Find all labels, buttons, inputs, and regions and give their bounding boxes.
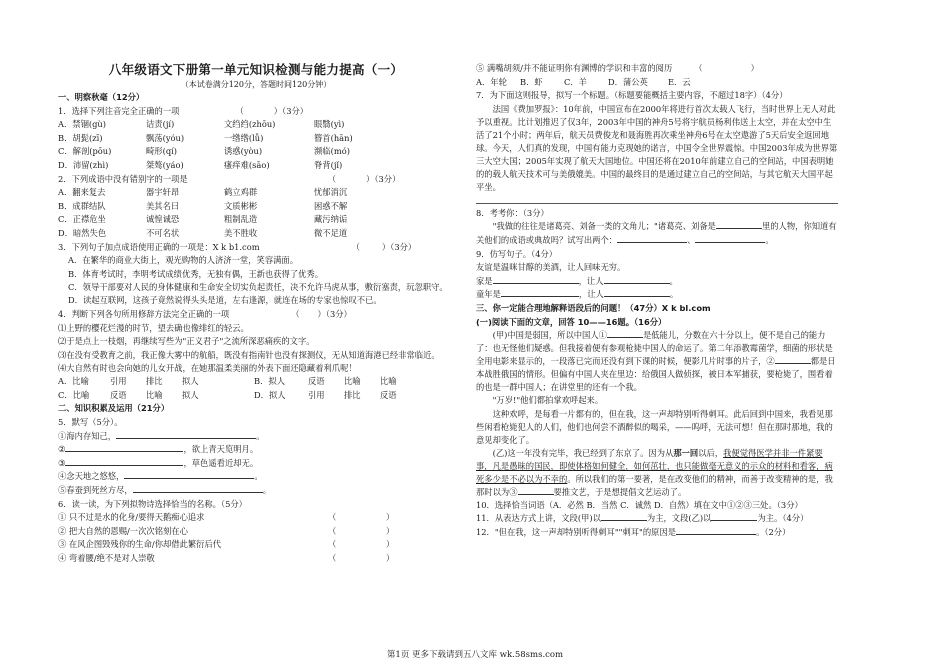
poem-item: ④ 弯着腰/绝不是对人崇敬 （ ） <box>58 553 395 563</box>
recitation-line-5: ⑤春蚕到死丝方尽， 。 <box>58 485 271 496</box>
q2-option-cell: 不可名状 <box>146 227 180 238</box>
q2-option-cell: 鹤立鸡群 <box>224 187 258 198</box>
q4-option-cell: 引用 <box>110 376 127 387</box>
q1-option-cell: 眼翳(yì) <box>314 119 345 130</box>
q2-option-cell: 美其名曰 <box>146 200 180 211</box>
q1-option-cell: 桀骜(yáo) <box>146 159 184 170</box>
q1-option-row <box>58 159 454 173</box>
q1-option-row <box>58 145 454 159</box>
q2-option-cell: 器宇轩昂 <box>146 187 180 198</box>
passage-part-b: (乙)这一年没有完毕，我已经到了东京了。因为从那一回以后，我便觉得医学并非一件紧要事，凡是愚昧的国民，即使体格如何健全，如何茁壮，也只能做毫无意义的示众的材料和看客，病死多少是不必以为不幸的。所以我们的第一要著，是在改变他们的精神，而善于改变精神的是，我那时以为③ 要推文艺，于是想提倡文艺运动了。 <box>476 447 833 497</box>
question-8-text: "我做的往往是诸葛亮、刘备一类的文角儿；"诸葛亮、刘备是 里的人物，你知道有关他们的成语或典故吗？试写出两个： 、 。 <box>476 221 837 245</box>
page-subtitle: （本试卷满分120分，答题时间120分钟） <box>180 80 332 89</box>
question-4-sentence-3: ⑶在没有受教育之前，我正像大雾中的航船，既没有指南针也没有探测仪，无从知道海港已经非常临近。 <box>58 349 440 360</box>
q2-option-cell: 美不胜收 <box>224 227 258 238</box>
recitation-line-4: ④念天地之悠悠， 。 <box>58 471 263 482</box>
question-4-sentence-1: ⑴上野的樱花烂漫的时节，望去确也像绯红的轻云。 <box>58 322 249 333</box>
q1-option-cell: 簪首(hān) <box>314 132 353 143</box>
page-title: 八年级语文下册第一单元知识检测与能力提高（一） <box>108 62 404 77</box>
q1-option-cell: C．解剖(pōu) <box>58 146 112 157</box>
passage-cheer: "万岁!"他们都拍掌欢呼起来。 <box>492 395 604 406</box>
q6-choice: C．羊 <box>564 76 587 87</box>
question-11: 11．从表达方式上讲，文段(甲)以 为主，文段(乙)以 为主。（4分） <box>476 513 809 524</box>
answer-blank[interactable] <box>601 520 647 521</box>
question-6: 6．读一读，为下列拟物诗选择恰当的名称。（5分） <box>58 498 247 509</box>
q4-option-cell: 比喻 <box>344 376 361 387</box>
section-1-heading: 一、明察秋毫（12分） <box>58 92 145 102</box>
q2-option-row <box>58 213 454 227</box>
question-5: 5．默写（5分）。 <box>58 417 123 428</box>
question-6-item-5: ⑤ 满嘴胡须/并不能证明你有渊博的学识和丰富的阅历 （ ） <box>476 63 759 73</box>
question-3-option-a: A．在繁华的商业大街上，观光购物的人济济一堂，笑容满面。 <box>68 255 299 266</box>
q6-choice: A．年轮 <box>476 76 507 87</box>
imitation-line-2: 童年是 ，让人 。 <box>476 289 679 300</box>
right-column <box>476 62 838 540</box>
q4-option-cell: 引用 <box>308 389 325 400</box>
recitation-line-3: ③ ，草色遥看近却无。 <box>58 457 259 468</box>
q1-option-cell: 飘荡(yóu) <box>146 132 185 143</box>
q2-option-cell: 微不足道 <box>314 227 348 238</box>
question-4-options <box>58 375 454 402</box>
question-9-example: 友谊是温咪甘醇的美酒，让人回味无穷。 <box>476 262 626 273</box>
question-1: 1．选择下列注音完全正确的一项 （ ）（3分） <box>58 105 309 116</box>
q1-option-cell: 脊背(jǐ) <box>314 159 343 170</box>
answer-blank[interactable] <box>501 296 579 297</box>
q1-option-cell: B．胡髭(zī) <box>58 132 103 143</box>
q1-option-cell: 文绉绉(zhōu) <box>224 119 276 130</box>
question-3-option-c: C．领导干部要对人民的身体健康和生命安全切实负起责任，决不允许马虎从事，敷衍塞责，玩忽职守。 <box>68 282 448 293</box>
q4-option-cell: 排比 <box>344 389 361 400</box>
poem-item: ① 只不过是水的化身/要得天鹅痴心追求 （ ） <box>58 512 395 523</box>
question-3: 3．下列句子加点成语使用正确的一项是：X k b1.com （ ）（3分） <box>58 241 417 252</box>
imitation-line-1: 家是 ，让人 。 <box>476 275 678 286</box>
passage-part-a: (甲)中国是弱国，所以中国人① 是低能儿，分数在六十分以上，便不是自己的能力了：也无怪他们疑惑。但我接着便有参观枪毙中国人的命运了。第二年添教霉菌学，细菌的形状是全用电影来显示的，一段落已完而还没有到下课的时候，便影几片时事的片子，② 都是日本战胜俄国的情形。但偏有中国人夹在里边：给俄国人做侦探，被日本军捕获，要枪毙了，围看着的也是一群中国人；在讲堂里的还有一个我。 <box>476 330 836 393</box>
answer-blank[interactable] <box>133 492 263 493</box>
q6-choice: E．云 <box>668 76 691 87</box>
q4-option-cell: C．比喻 <box>58 389 90 400</box>
answer-blank[interactable] <box>604 296 670 297</box>
answer-blank[interactable] <box>711 520 757 521</box>
answer-blank[interactable] <box>716 228 762 229</box>
q1-option-cell: D．沛留(zhì) <box>58 159 109 170</box>
q4-option-cell: 比喻 <box>380 376 397 387</box>
section-3-heading: 三、你一定能合理地解释语段后的问题！（47分）X k bl.com <box>476 302 711 313</box>
q4-option-cell: 拟人 <box>182 376 199 387</box>
q1-option-row <box>58 132 454 146</box>
poem-item: ② 把大自然的恩赐/一次次铭刻在心 （ ） <box>58 525 395 536</box>
q4-option-cell: 排比 <box>146 376 163 387</box>
q2-option-cell: 文质彬彬 <box>224 200 258 211</box>
question-9: 9．仿写句子。（4分） <box>476 248 558 259</box>
section-2-heading: 二、知识积累及运用（21分） <box>58 403 170 414</box>
question-2: 2．下列成语中没有错别字的一项是 （ ）（3分） <box>58 173 401 184</box>
q1-option-cell: 畸形(qí) <box>146 146 178 157</box>
poem-item: ③ 在风企图毁残你的生命/你却借此繁衍后代 （ ） <box>58 539 395 550</box>
q2-option-cell: B．成群结队 <box>58 200 106 211</box>
q1-option-cell: 一绺绺(lǚ) <box>224 132 264 143</box>
question-3-option-b: B．体育考试时，李明考试成绩优秀，无独有偶，王新也获得了优秀。 <box>68 268 324 279</box>
recitation-line-1: ①海内存知己， 。 <box>58 430 265 441</box>
q4-option-cell: 反语 <box>308 376 325 387</box>
left-column <box>58 62 454 566</box>
q4-option-cell: A．比喻 <box>58 376 89 387</box>
q4-option-cell: B．拟人 <box>254 376 285 387</box>
answer-blank[interactable] <box>493 283 579 284</box>
question-1-options <box>58 118 454 172</box>
answer-blank[interactable] <box>65 465 183 466</box>
q1-option-cell: 瘙痒难(sāo) <box>224 159 270 170</box>
answer-blank[interactable] <box>676 534 756 535</box>
q1-option-row <box>58 118 454 132</box>
question-8: 8．考考你：（3分） <box>476 207 549 218</box>
recitation-line-2: ② ，欲上青天览明月。 <box>58 444 259 455</box>
answer-blank[interactable] <box>116 438 256 439</box>
q2-option-cell: A．翻来复去 <box>58 187 106 198</box>
q2-option-cell: 诚惶诚恐 <box>146 214 180 225</box>
q2-option-cell: 困惑不解 <box>314 200 348 211</box>
q2-option-cell: C．正襟危坐 <box>58 214 106 225</box>
answer-blank[interactable] <box>695 242 765 243</box>
answer-blank[interactable] <box>604 283 670 284</box>
answer-blank[interactable] <box>775 363 811 364</box>
q6-choice: B．虾 <box>520 76 543 87</box>
q1-option-cell: 诱惑(yòu) <box>224 146 263 157</box>
question-4-sentence-2: ⑵于是点上一枝烟，再继续写些为"正义君子"之流所深恶痛疾的文字。 <box>58 336 315 347</box>
q2-option-cell: 忧郁消沉 <box>314 187 348 198</box>
section-3-part-1-heading: (一)阅读下面的文章，回答 10——16题。（16分） <box>476 316 667 327</box>
q1-option-cell: 诘责(jí) <box>146 119 175 130</box>
news-report: 法国《费加罗报》：10年前，中国宣布在2000年将进行首次太载人飞行，当时世界上无人对此予以重视。比计划推迟了仅3年，2003年中国的神舟5号将宇航员杨利伟送上太空，并在太空中生活了21个小时；两年后，航天员费俊龙和聂海胜再次乘坐神舟6号在太空遨游了5天后安全返回地球。今天，人们真的发现，中国有能力克现她的诺言，中国令全世界震惊。中国2003年成为世界第三大空大国；2005年实现了航天大国地位。中国还将在2010年前建立自己的空间站，中国表明她的的载人航天技术可与美俄媲美。中国的最终目的是通过建立自己的空间站，与其它航天大国平起平坐。 <box>476 103 838 192</box>
q1-option-cell: A．禁锢(gù) <box>58 119 107 130</box>
q4-option-cell: 反语 <box>380 389 397 400</box>
answer-blank[interactable] <box>607 337 643 338</box>
q2-option-cell: 藏污纳诟 <box>314 214 348 225</box>
q4-option-cell: 拟人 <box>182 389 199 400</box>
answer-blank[interactable] <box>617 242 687 243</box>
question-3-option-d: D．读起互联网，这孩子竟然说得头头是道，左右逢源，就连在场的专家也惊叹不已。 <box>68 295 382 306</box>
q6-choice: D．蒲公英 <box>608 76 648 87</box>
question-10: 10．选择恰当词语（A．必然 B．当然 C．诚然 D．自然）填在文中①②③三处。（3分） <box>476 499 803 510</box>
q2-option-row <box>58 186 454 200</box>
q4-option-cell: 比喻 <box>146 389 163 400</box>
question-4: 4．判断下列各句所用修辞方法完全正确的一项 （ ）（3分） <box>58 308 352 319</box>
q2-option-cell: 粗制乱造 <box>224 214 258 225</box>
q4-option-row <box>58 389 454 403</box>
answer-blank[interactable] <box>124 478 254 479</box>
q4-option-cell: 反语 <box>110 389 127 400</box>
question-7: 7．为下面这则报导，拟写一个标题。（标题要能概括主要内容，不超过18字）（4分） <box>476 90 788 101</box>
q4-option-cell: D．拟人 <box>254 389 286 400</box>
q4-option-row <box>58 375 454 389</box>
answer-blank[interactable] <box>518 494 554 495</box>
q2-option-row <box>58 227 454 241</box>
question-6-items <box>58 511 454 565</box>
passage-paragraph-3: 这种欢呼，是每看一片都有的，但在我，这一声却特别听得刺耳。此后回到中国来，我看见那些闲看枪毙犯人的人们，他们也何尝不酒醉似的喝采，——呜呼，无法可想！但在那时那地，我的意见却变化了。 <box>476 408 833 445</box>
page-footer: 第1页 更多下载请到五八文库 wk.58sms.com <box>386 650 564 660</box>
question-2-options <box>58 186 454 240</box>
question-6-options <box>476 76 838 90</box>
answer-blank[interactable] <box>65 451 183 452</box>
q1-option-cell: 濒临(mó) <box>314 146 350 157</box>
question-4-sentence-4: ⑷大自然有时也会向她的儿女开战，在她那温柔美丽的外表下面还隐藏着利爪呢！ <box>58 362 357 373</box>
q2-option-row <box>58 200 454 214</box>
answer-line[interactable] <box>476 194 838 204</box>
underlined-sentence: 我便觉得医学并非一件紧要事，凡是愚昧的国民，即使体格如何健全，如何茁壮，也只能做毫无意义的示众的材料和看客，病死多少是不必以为不幸的 <box>476 447 833 484</box>
q2-option-cell: D．暗然失色 <box>58 227 107 238</box>
question-12: 12．"但在我，这一声却特别听得刺耳""刺耳"的原因是 。（2分） <box>476 526 791 537</box>
